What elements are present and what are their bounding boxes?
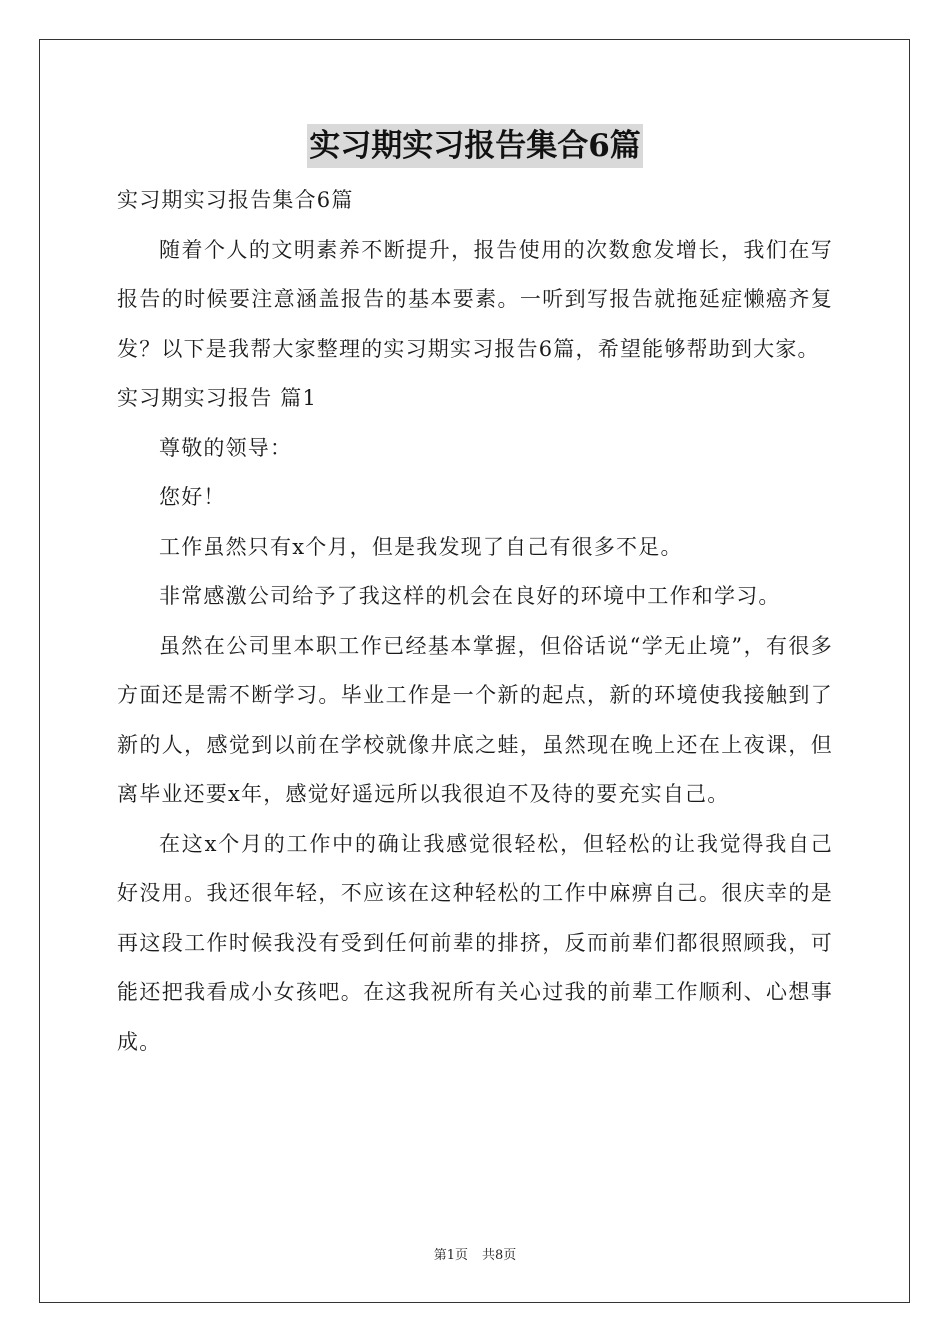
document-body bbox=[117, 176, 833, 1067]
page-footer bbox=[0, 1247, 950, 1265]
body-paragraph: 在这x个月的工作中的确让我感觉很轻松，但轻松的让我觉得我自己好没用。我还很年轻，不应该在这种轻松的工作中麻痹自己。很庆幸的是再这段工作时候我没有受到任何前辈的排挤，反而前辈们都很照顾我，可能还把我看成小女孩吧。在这我祝所有关心过我的前辈工作顺利、心想事成。 bbox=[117, 831, 833, 1054]
body-paragraph: 虽然在公司里本职工作已经基本掌握，但俗话说“学无止境”，有很多方面还是需不断学习。毕业工作是一个新的起点，新的环境使我接触到了新的人，感觉到以前在学校就像井底之蛙，虽然现在晚上还在上夜课，但离毕业还要x年，感觉好遥远所以我很迫不及待的要充实自己。 bbox=[117, 633, 833, 806]
body-paragraph: 工作虽然只有x个月，但是我发现了自己有很多不足。 bbox=[159, 534, 683, 559]
document-title: 实习期实习报告集合6篇 bbox=[307, 124, 643, 168]
section-heading: 实习期实习报告 篇1 bbox=[117, 386, 318, 410]
title-container bbox=[0, 124, 950, 168]
body-paragraph: 非常感激公司给予了我这样的机会在良好的环境中工作和学习。 bbox=[159, 584, 781, 608]
greeting: 您好！ bbox=[159, 485, 226, 509]
salutation: 尊敬的领导： bbox=[159, 435, 293, 460]
page-total: 共8页 bbox=[482, 1248, 517, 1263]
page-number: 第1页 bbox=[433, 1248, 468, 1263]
subtitle-line: 实习期实习报告集合6篇 bbox=[117, 188, 354, 212]
intro-paragraph: 随着个人的文明素养不断提升，报告使用的次数愈发增长，我们在写报告的时候要注意涵盖报告的基本要素。一听到写报告就拖延症懒癌齐复发？以下是我帮大家整理的实习期实习报告6篇，希望能够帮助到大家。 bbox=[117, 237, 833, 361]
